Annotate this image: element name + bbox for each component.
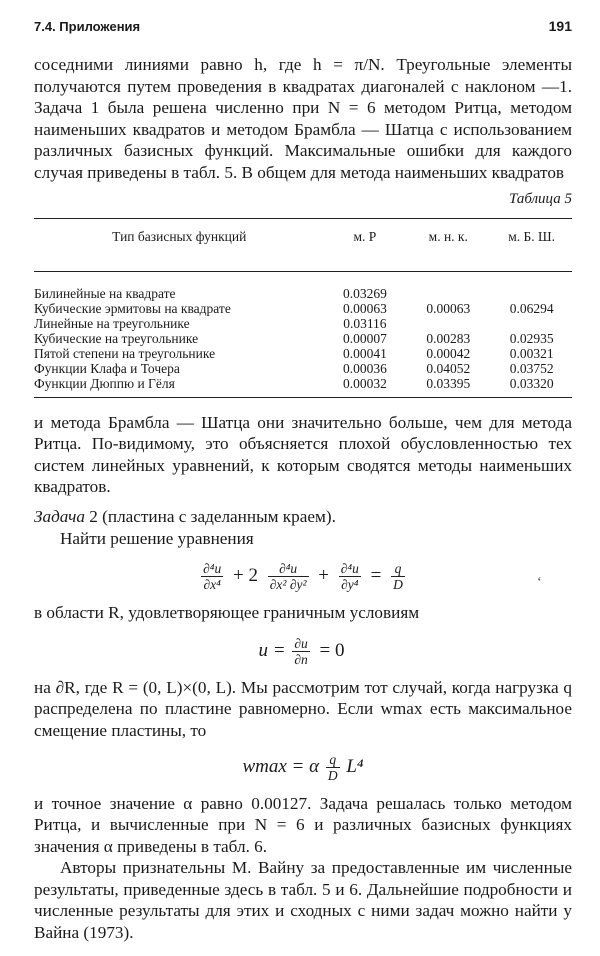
cell-ritz: 0.00007	[342, 330, 387, 346]
table-row	[34, 331, 572, 346]
cell-ritz: 0.03116	[343, 315, 387, 331]
table-header-row	[34, 218, 572, 271]
results-table	[34, 218, 572, 398]
cell-basis: Функции Клафа и Точера	[34, 360, 180, 376]
cell-ritz: 0.00041	[342, 345, 387, 361]
header-ritz: м. Р	[325, 218, 406, 271]
cell-lsq: 0.03395	[426, 375, 471, 391]
paragraph-2: и метода Брамбла — Шатца они значительно больше, чем для метода Ритца. По-видимому, это объясняется плохой обусловленностью тех систем линейных уравнений, к которым сводятся методы наименьших квадратов.	[34, 412, 572, 497]
paragraph-6: и точное значение α равно 0.00127. Задача решалась только методом Ритца, и вычисленные при N = 6 и различных базисных функциях значения α приведены в табл. 6.	[34, 793, 572, 856]
cell-bs	[491, 286, 572, 301]
cell-basis: Пятой степени на треугольнике	[34, 345, 216, 361]
page	[34, 18, 572, 944]
running-head	[34, 18, 572, 34]
cell-lsq	[405, 316, 491, 331]
cell-lsq: 0.04052	[426, 360, 471, 376]
header-bramble-schatz: м. Б. Ш.	[491, 218, 572, 271]
cell-lsq: 0.00042	[426, 345, 471, 361]
cell-ritz: 0.00032	[342, 375, 387, 391]
cell-basis: Функции Дюппю и Гёля	[34, 375, 175, 391]
task-label: Задача	[34, 506, 85, 526]
table-caption: Таблица 5	[509, 190, 572, 207]
max-displacement-formula: wmax = α $\frac{q}{D}$ L⁴	[242, 751, 364, 783]
cell-basis: Билинейные на квадрате	[34, 285, 176, 301]
cell-ritz: 0.00036	[342, 360, 387, 376]
cell-bs: 0.00321	[509, 345, 554, 361]
section-title: 7.4. Приложения	[34, 19, 141, 34]
cell-lsq: 0.00063	[426, 300, 471, 316]
cell-lsq	[405, 286, 491, 301]
cell-ritz: 0.03269	[342, 285, 387, 301]
table-row	[34, 361, 572, 376]
cell-basis: Кубические на треугольнике	[34, 330, 199, 346]
header-basis-type: Тип базисных функций	[34, 218, 325, 271]
cell-bs: 0.03320	[509, 375, 554, 391]
stray-mark: ‘	[537, 575, 542, 590]
boundary-conditions: u = $\frac{\partial u}{\partial n}$ = 0	[258, 635, 345, 667]
header-least-squares: м. н. к.	[405, 218, 491, 271]
cell-bs: 0.02935	[509, 330, 554, 346]
paragraph-3: Найти решение уравнения	[60, 528, 254, 548]
cell-basis: Линейные на треугольнике	[34, 315, 190, 331]
cell-bs: 0.06294	[509, 300, 554, 316]
cell-bs: 0.03752	[509, 360, 554, 376]
table-row	[34, 316, 572, 331]
paragraph-1: соседними линиями равно h, где h = π/N. Треугольные элементы получаются путем проведения в квадратах диагоналей с наклоном —1. Задача 1 была решена численно при N = 6 методом Ритца, методом наименьших квадратов и методом Брамбла — Шатца с использованием различных базисных функций. Максимальные ошибки для каждого случая приведены в табл. 5. В общем для метода наименьших квадратов	[34, 55, 572, 182]
biharmonic-equation: $\frac{\text{∂⁴u}}{\text{∂x⁴}}$ + 2 $\frac{\text{∂⁴u}}{\text{∂x² ∂y²}}$ + $\frac{\text{∂⁴u}}{\text{∂y⁴}}$ = $\frac{q}{D}$	[203, 561, 403, 593]
page-number: 191	[548, 18, 572, 34]
paragraph-5: на ∂R, где R = (0, L)×(0, L). Мы рассмотрим тот случай, когда нагрузка q распределена по пластине равномерно. Если wmax есть максимальное смещение пластины, то	[34, 677, 572, 740]
table-row	[34, 286, 572, 301]
task-rest: 2 (пластина с заделанным краем).	[84, 506, 336, 526]
task-heading	[34, 506, 572, 528]
cell-basis: Кубические эрмитовы на квадрате	[34, 300, 231, 316]
table-row	[34, 346, 572, 361]
table-row	[34, 301, 572, 316]
cell-bs	[491, 316, 572, 331]
cell-ritz: 0.00063	[342, 300, 387, 316]
paragraph-4: в области R, удовлетворяющее граничным условиям	[34, 603, 420, 623]
paragraph-7: Авторы признательны М. Вайну за предоставленные им численные результаты, приведенные здесь в табл. 5 и 6. Дальнейшие подробности и численные результаты для этих и сходных с ними задач можно найти у Вайна (1973).	[34, 858, 572, 943]
table-row	[34, 376, 572, 398]
cell-lsq: 0.00283	[426, 330, 471, 346]
